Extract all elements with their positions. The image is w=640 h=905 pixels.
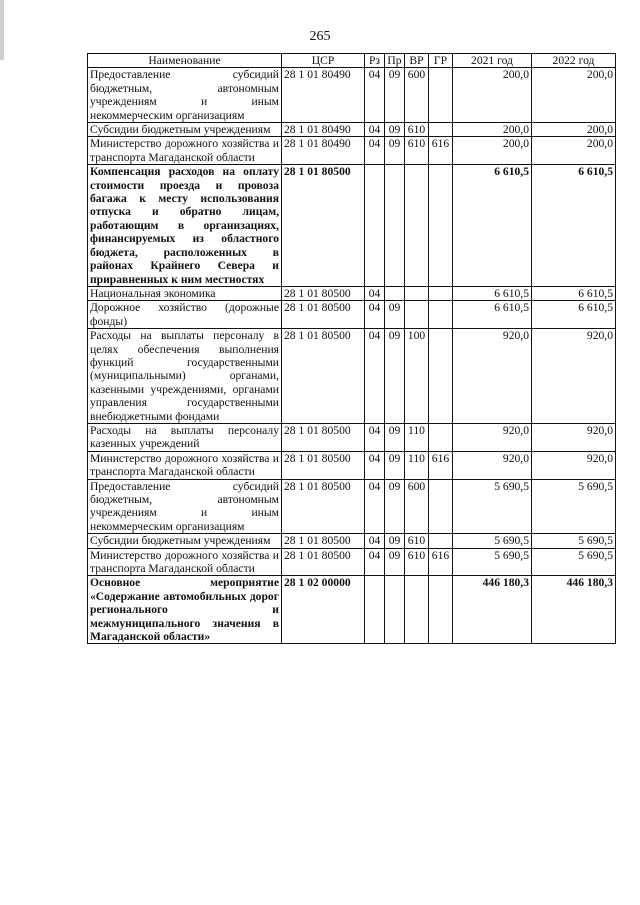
cell-2021: 200,0 — [453, 137, 532, 165]
cell-2022: 6 610,5 — [532, 286, 616, 300]
cell-rz: 04 — [365, 548, 385, 576]
cell-vr: 110 — [405, 423, 429, 451]
cell-vr — [405, 576, 429, 644]
cell-pr — [385, 286, 405, 300]
cell-rz: 04 — [365, 534, 385, 548]
cell-gr: 616 — [429, 137, 453, 165]
cell-rz: 04 — [365, 451, 385, 479]
cell-vr: 610 — [405, 137, 429, 165]
cell-rz: 04 — [365, 301, 385, 329]
header-pr: Пр — [385, 54, 405, 68]
cell-2021: 920,0 — [453, 329, 532, 424]
cell-name: Дорожное хозяйство (дорожные фонды) — [88, 301, 282, 329]
cell-2021: 6 610,5 — [453, 165, 532, 287]
cell-name: Министерство дорожного хозяйства и транспорта Магаданской области — [88, 451, 282, 479]
cell-name: Национальная экономика — [88, 286, 282, 300]
cell-2022: 200,0 — [532, 68, 616, 123]
cell-vr: 110 — [405, 451, 429, 479]
table-row — [88, 576, 616, 644]
cell-gr — [429, 301, 453, 329]
cell-pr: 09 — [385, 479, 405, 534]
cell-csr: 28 1 01 80500 — [282, 286, 365, 300]
cell-2022: 920,0 — [532, 329, 616, 424]
cell-vr: 600 — [405, 68, 429, 123]
header-gr: ГР — [429, 54, 453, 68]
cell-gr: 616 — [429, 548, 453, 576]
cell-vr: 610 — [405, 534, 429, 548]
cell-2022: 446 180,3 — [532, 576, 616, 644]
cell-name: Предоставление субсидий бюджетным, автономным учреждениям и иным некоммерческим организациям — [88, 479, 282, 534]
cell-pr: 09 — [385, 68, 405, 123]
cell-csr: 28 1 01 80490 — [282, 68, 365, 123]
cell-csr: 28 1 01 80500 — [282, 451, 365, 479]
cell-rz: 04 — [365, 137, 385, 165]
cell-pr: 09 — [385, 423, 405, 451]
cell-2022: 920,0 — [532, 451, 616, 479]
table-header-row — [88, 54, 616, 68]
cell-gr — [429, 534, 453, 548]
cell-2021: 6 610,5 — [453, 286, 532, 300]
cell-2021: 446 180,3 — [453, 576, 532, 644]
cell-2022: 920,0 — [532, 423, 616, 451]
cell-pr: 09 — [385, 534, 405, 548]
cell-csr: 28 1 01 80500 — [282, 548, 365, 576]
cell-csr: 28 1 01 80500 — [282, 329, 365, 424]
cell-csr: 28 1 01 80490 — [282, 123, 365, 137]
cell-rz: 04 — [365, 479, 385, 534]
cell-name: Компенсация расходов на оплату стоимости проезда и провоза багажа к месту использования отпуска и обратно лицам, работающим в организациях, финансируемых из областного бюджета, расположенных в районах Крайнего Севера и приравненных к ним местностях — [88, 165, 282, 287]
cell-name: Субсидии бюджетным учреждениям — [88, 534, 282, 548]
cell-pr: 09 — [385, 137, 405, 165]
cell-csr: 28 1 01 80500 — [282, 165, 365, 287]
cell-rz: 04 — [365, 68, 385, 123]
cell-gr — [429, 68, 453, 123]
cell-2021: 5 690,5 — [453, 479, 532, 534]
cell-2022: 5 690,5 — [532, 534, 616, 548]
cell-vr: 100 — [405, 329, 429, 424]
cell-rz: 04 — [365, 123, 385, 137]
table-row — [88, 548, 616, 576]
cell-2022: 200,0 — [532, 137, 616, 165]
page-number: 265 — [309, 29, 331, 44]
table-row — [88, 286, 616, 300]
table-row — [88, 423, 616, 451]
table-row — [88, 301, 616, 329]
cell-csr: 28 1 01 80500 — [282, 479, 365, 534]
cell-pr — [385, 165, 405, 287]
header-rz: Рз — [365, 54, 385, 68]
cell-pr: 09 — [385, 329, 405, 424]
cell-pr — [385, 576, 405, 644]
cell-2021: 920,0 — [453, 423, 532, 451]
cell-rz: 04 — [365, 329, 385, 424]
table-row — [88, 68, 616, 123]
header-2022: 2022 год — [532, 54, 616, 68]
cell-name: Министерство дорожного хозяйства и транспорта Магаданской области — [88, 548, 282, 576]
cell-name: Расходы на выплаты персоналу в целях обеспечения выполнения функций государственными (муниципальными) органами, казенными учреждениями, органами управления государственными внебюджетными фондами — [88, 329, 282, 424]
cell-vr: 600 — [405, 479, 429, 534]
cell-csr: 28 1 01 80500 — [282, 301, 365, 329]
cell-2021: 5 690,5 — [453, 534, 532, 548]
cell-name: Расходы на выплаты персоналу казенных учреждений — [88, 423, 282, 451]
cell-pr: 09 — [385, 548, 405, 576]
table-row — [88, 451, 616, 479]
header-name: Наименование — [88, 54, 282, 68]
budget-table — [87, 53, 616, 644]
cell-2022: 5 690,5 — [532, 548, 616, 576]
cell-gr — [429, 423, 453, 451]
header-vr: ВР — [405, 54, 429, 68]
cell-pr: 09 — [385, 301, 405, 329]
cell-csr: 28 1 01 80490 — [282, 137, 365, 165]
cell-rz — [365, 165, 385, 287]
cell-2022: 6 610,5 — [532, 301, 616, 329]
cell-2021: 200,0 — [453, 68, 532, 123]
cell-csr: 28 1 01 80500 — [282, 423, 365, 451]
table-row — [88, 534, 616, 548]
cell-gr — [429, 479, 453, 534]
cell-gr — [429, 286, 453, 300]
cell-2021: 200,0 — [453, 123, 532, 137]
cell-name: Субсидии бюджетным учреждениям — [88, 123, 282, 137]
cell-rz: 04 — [365, 423, 385, 451]
table-row — [88, 479, 616, 534]
table-row — [88, 123, 616, 137]
cell-name: Предоставление субсидий бюджетным, автономным учреждениям и иным некоммерческим организациям — [88, 68, 282, 123]
cell-2021: 5 690,5 — [453, 548, 532, 576]
table-row — [88, 165, 616, 287]
cell-gr — [429, 576, 453, 644]
cell-pr: 09 — [385, 451, 405, 479]
cell-rz: 04 — [365, 286, 385, 300]
cell-2022: 6 610,5 — [532, 165, 616, 287]
cell-pr: 09 — [385, 123, 405, 137]
cell-gr — [429, 123, 453, 137]
cell-csr: 28 1 02 00000 — [282, 576, 365, 644]
cell-vr: 610 — [405, 548, 429, 576]
table-row — [88, 329, 616, 424]
cell-vr — [405, 286, 429, 300]
cell-vr: 610 — [405, 123, 429, 137]
cell-name: Министерство дорожного хозяйства и транспорта Магаданской области — [88, 137, 282, 165]
cell-2022: 200,0 — [532, 123, 616, 137]
table-row — [88, 137, 616, 165]
cell-2021: 6 610,5 — [453, 301, 532, 329]
cell-gr: 616 — [429, 451, 453, 479]
cell-gr — [429, 165, 453, 287]
cell-gr — [429, 329, 453, 424]
cell-rz — [365, 576, 385, 644]
cell-2022: 5 690,5 — [532, 479, 616, 534]
cell-vr — [405, 301, 429, 329]
header-2021: 2021 год — [453, 54, 532, 68]
cell-name: Основное мероприятие «Содержание автомобильных дорог регионального и межмуниципального значения в Магаданской области» — [88, 576, 282, 644]
cell-2021: 920,0 — [453, 451, 532, 479]
cell-vr — [405, 165, 429, 287]
header-csr: ЦСР — [282, 54, 365, 68]
cell-csr: 28 1 01 80500 — [282, 534, 365, 548]
